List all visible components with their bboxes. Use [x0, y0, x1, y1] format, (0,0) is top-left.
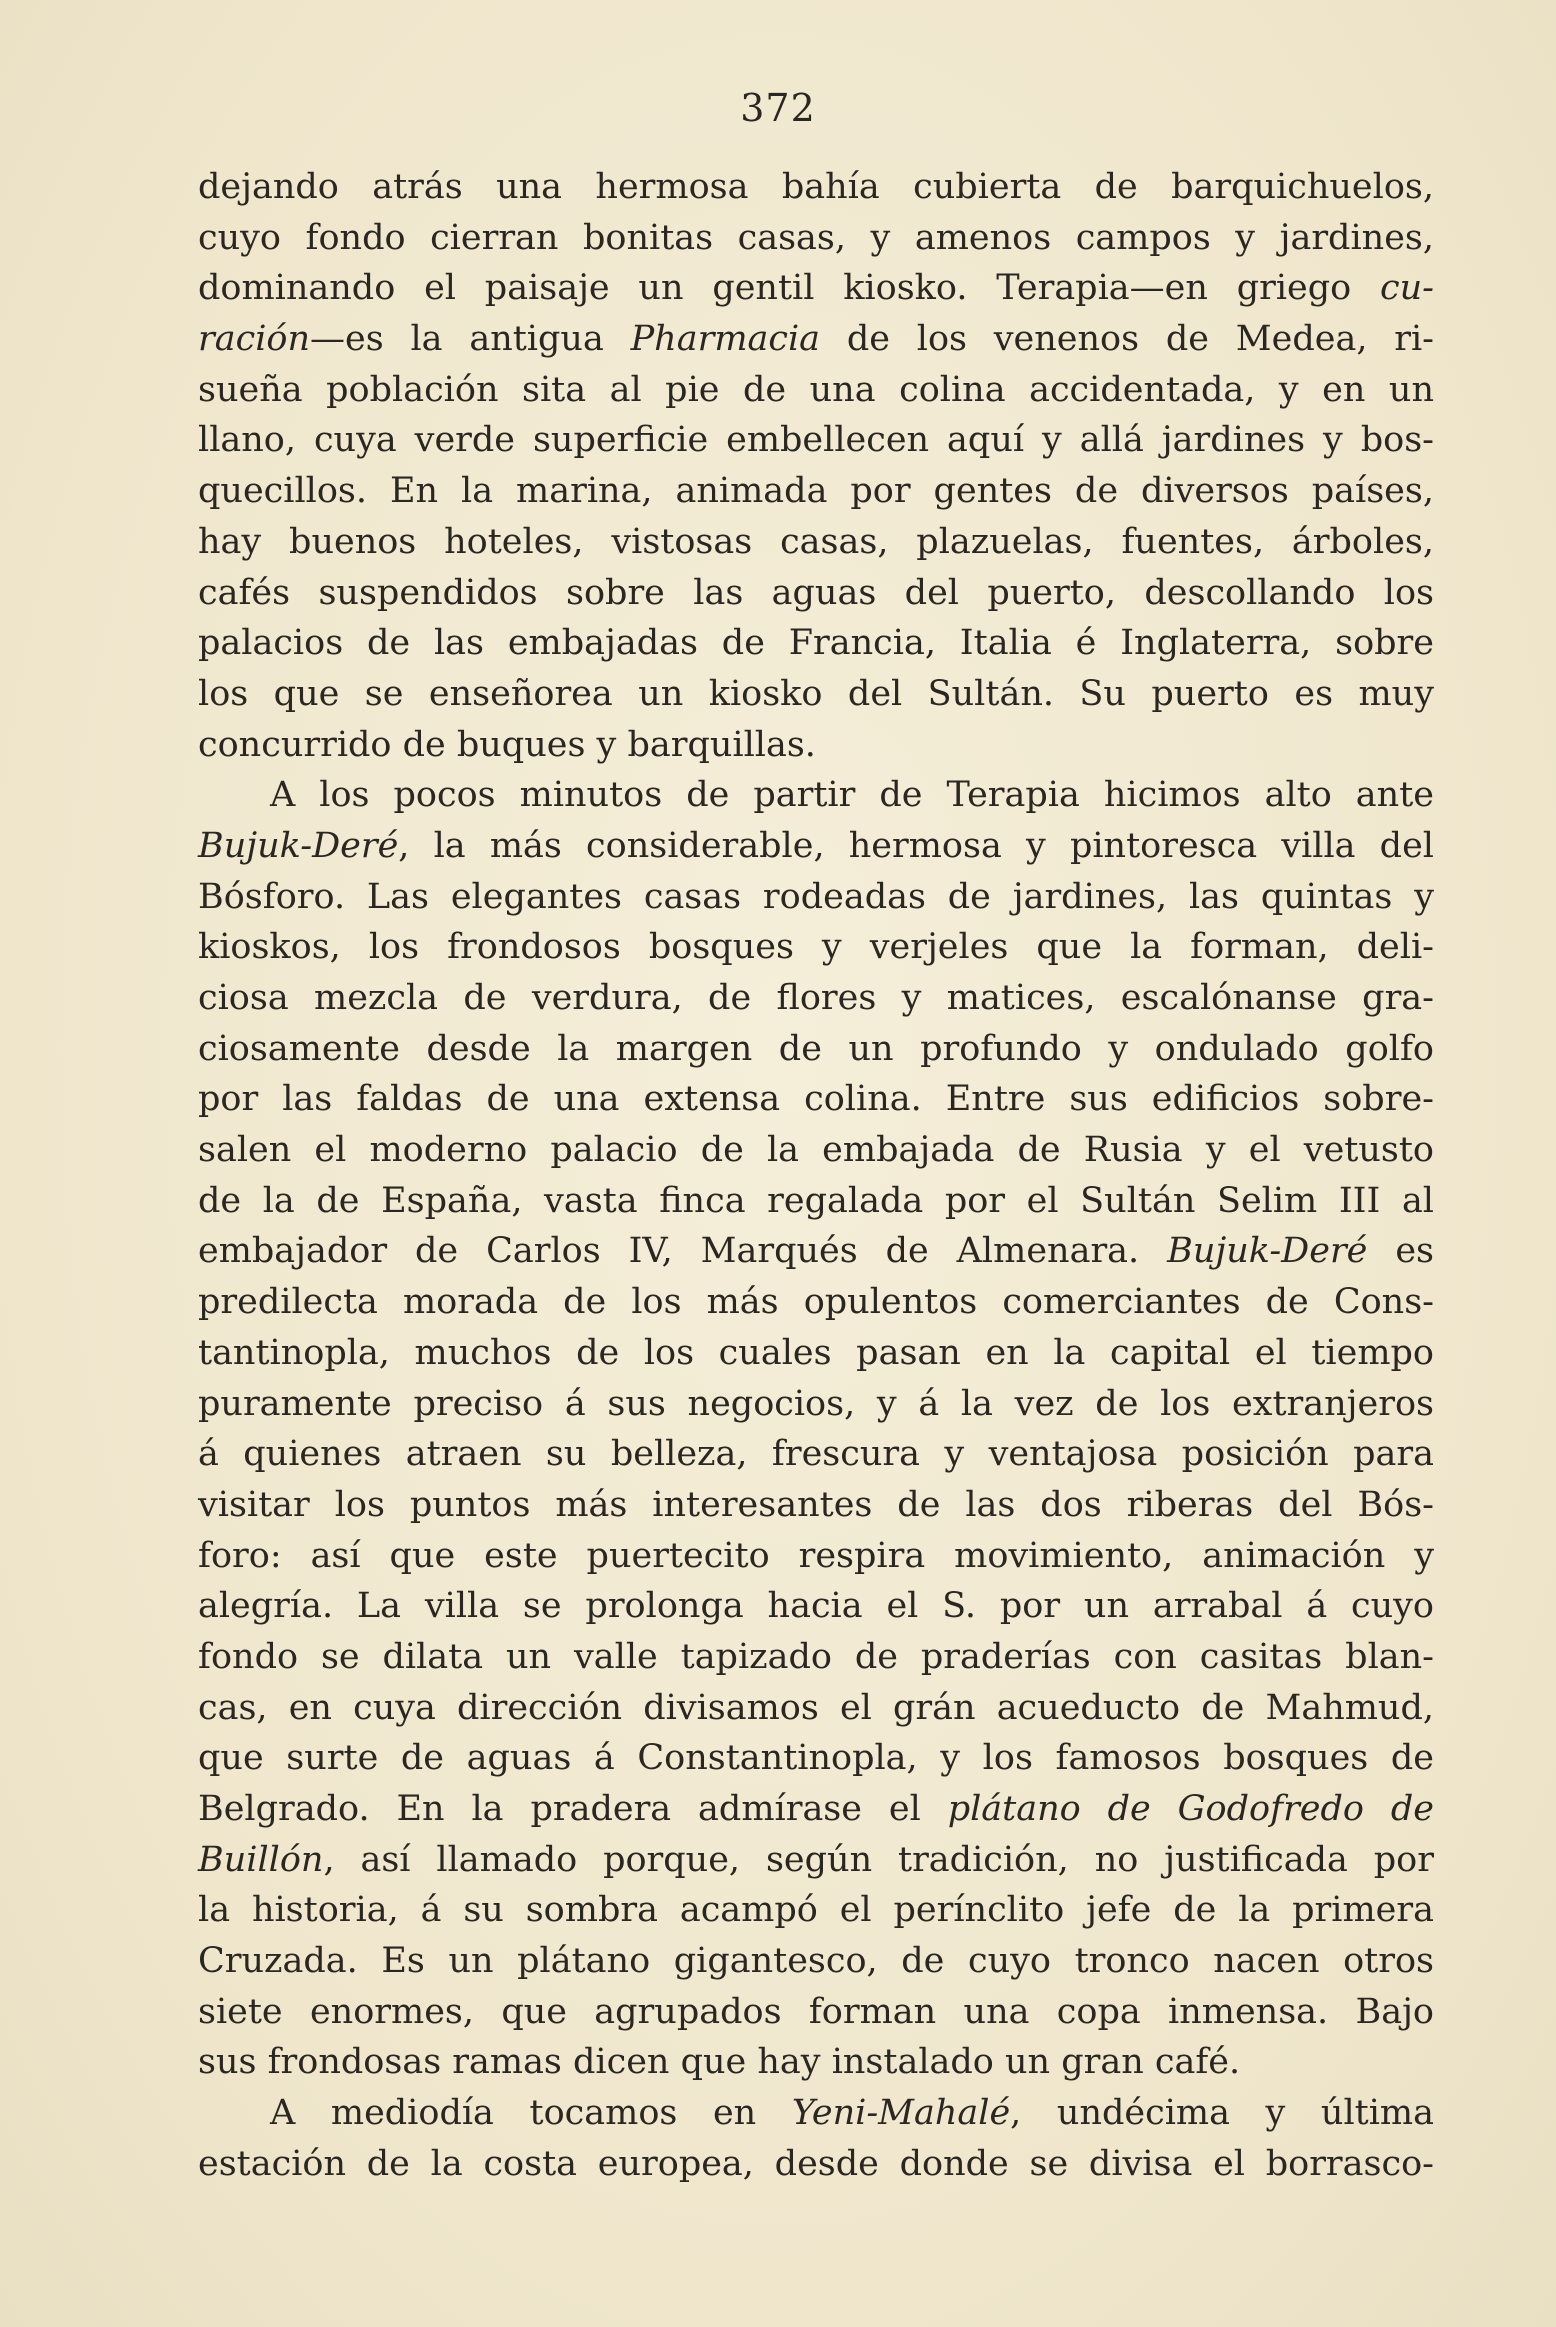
- text-line: quecillos. En la marina, animada por gentes de diversos países,: [198, 471, 1434, 512]
- text-line: dominando el paisaje un gentil kiosko. Terapia—en griego cu-: [198, 268, 1434, 309]
- text-line: la historia, á su sombra acampó el perínclito jefe de la primera: [198, 1890, 1434, 1931]
- text-line: A los pocos minutos de partir de Terapia hicimos alto ante: [270, 775, 1434, 816]
- text-line: salen el moderno palacio de la embajada de Rusia y el vetusto: [198, 1130, 1434, 1171]
- text-line: A mediodía tocamos en Yeni-Mahalé, undécima y última: [270, 2093, 1434, 2134]
- body-text: [198, 162, 1434, 2190]
- text-line: cafés suspendidos sobre las aguas del puerto, descollando los: [198, 572, 1434, 613]
- text-line: ciosamente desde la margen de un profundo y ondulado golfo: [198, 1028, 1434, 1069]
- text-line: puramente preciso á sus negocios, y á la vez de los extranjeros: [198, 1383, 1434, 1424]
- text-line: cas, en cuya dirección divisamos el grán acueducto de Mahmud,: [198, 1687, 1434, 1728]
- text-line: Buillón, así llamado porque, según tradición, no justificada por: [198, 1839, 1434, 1880]
- text-line: embajador de Carlos IV, Marqués de Almenara. Bujuk-Deré es: [198, 1231, 1434, 1272]
- text-line: predilecta morada de los más opulentos comerciantes de Cons-: [198, 1282, 1434, 1323]
- text-line: Cruzada. Es un plátano gigantesco, de cuyo tronco nacen otros: [198, 1941, 1434, 1982]
- text-line: Belgrado. En la pradera admírase el plátano de Godofredo de: [198, 1789, 1434, 1829]
- text-line: dejando atrás una hermosa bahía cubierta de barquichuelos,: [198, 167, 1434, 207]
- text-line: concurrido de buques y barquillas.: [198, 724, 816, 765]
- text-line: foro: así que este puertecito respira movimiento, animación y: [198, 1535, 1434, 1576]
- text-line: palacios de las embajadas de Francia, Italia é Inglaterra, sobre: [198, 623, 1434, 664]
- text-line: Bujuk-Deré, la más considerable, hermosa y pintoresca villa del: [198, 825, 1434, 866]
- text-line: á quienes atraen su belleza, frescura y ventajosa posición para: [198, 1434, 1434, 1475]
- text-line: sus frondosas ramas dicen que hay instalado un gran café.: [198, 2042, 1241, 2083]
- text-line: cuyo fondo cierran bonitas casas, y amenos campos y jardines,: [198, 217, 1434, 258]
- text-line: que surte de aguas á Constantinopla, y los famosos bosques de: [198, 1738, 1434, 1779]
- text-line: de la de España, vasta finca regalada por el Sultán Selim III al: [198, 1180, 1434, 1221]
- text-line: visitar los puntos más interesantes de las dos riberas del Bós-: [198, 1484, 1434, 1525]
- text-line: los que se enseñorea un kiosko del Sultán. Su puerto es muy: [198, 673, 1434, 714]
- text-line: kioskos, los frondosos bosques y verjeles que la forman, deli-: [198, 927, 1434, 968]
- page-number: 372: [740, 86, 816, 130]
- text-line: tantinopla, muchos de los cuales pasan en la capital el tiempo: [198, 1332, 1434, 1373]
- text-line: alegría. La villa se prolonga hacia el S. por un arrabal á cuyo: [198, 1586, 1434, 1627]
- text-line: hay buenos hoteles, vistosas casas, plazuelas, fuentes, árboles,: [198, 521, 1434, 562]
- text-line: ciosa mezcla de verdura, de flores y matices, escalónanse gra-: [198, 978, 1434, 1018]
- text-line: estación de la costa europea, desde donde se divisa el borrasco-: [198, 2143, 1434, 2184]
- text-line: siete enormes, que agrupados forman una copa inmensa. Bajo: [198, 1991, 1434, 2032]
- text-line: sueña población sita al pie de una colina accidentada, y en un: [198, 369, 1434, 410]
- text-line: por las faldas de una extensa colina. Entre sus edificios sobre-: [198, 1079, 1434, 1120]
- text-line: llano, cuya verde superficie embellecen aquí y allá jardines y bos-: [198, 420, 1434, 461]
- text-line: ración—es la antigua Pharmacia de los venenos de Medea, ri-: [198, 319, 1434, 360]
- text-line: Bósforo. Las elegantes casas rodeadas de jardines, las quintas y: [198, 876, 1434, 917]
- text-line: fondo se dilata un valle tapizado de praderías con casitas blan-: [198, 1636, 1434, 1677]
